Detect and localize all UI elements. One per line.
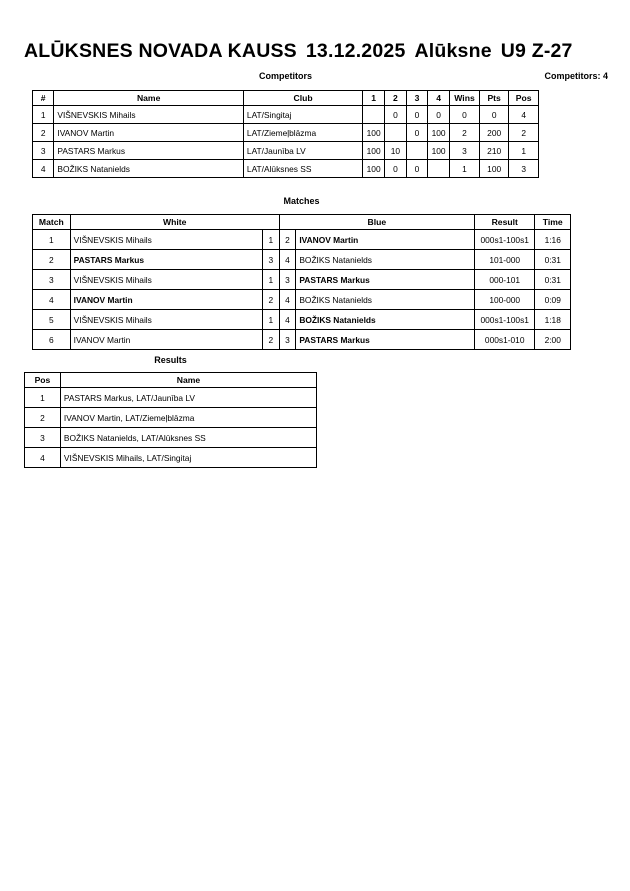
cell-name: PASTARS Markus: [54, 142, 244, 160]
cell-result: 000s1-010: [474, 330, 534, 350]
cell-time: 2:00: [535, 330, 571, 350]
table-row: [33, 124, 539, 142]
col-m1: 1: [363, 91, 385, 106]
cell-blue-num: 4: [279, 250, 296, 270]
col-m4: 4: [428, 91, 450, 106]
table-header-row: [33, 91, 539, 106]
cell-blue-num: 2: [279, 230, 296, 250]
cell-pos: 3: [25, 428, 61, 448]
title-event: ALŪKSNES NOVADA KAUSS: [24, 40, 297, 62]
cell-white-num: 1: [262, 310, 279, 330]
cell-match: 4: [33, 290, 71, 310]
col-name: Name: [54, 91, 244, 106]
cell-white-num: 2: [262, 330, 279, 350]
cell-time: 1:18: [535, 310, 571, 330]
cell-match: 6: [33, 330, 71, 350]
cell-result: 000-101: [474, 270, 534, 290]
cell-pts: 100: [479, 160, 508, 178]
cell-pos: 1: [25, 388, 61, 408]
table-row: [33, 106, 539, 124]
cell-match: 3: [33, 270, 71, 290]
cell-m3: 0: [406, 124, 427, 142]
cell-m1: 100: [363, 142, 385, 160]
cell-pts: 0: [479, 106, 508, 124]
cell-pts: 210: [479, 142, 508, 160]
col-result: Result: [474, 215, 534, 230]
cell-name: VIŠNEVSKIS Mihails, LAT/Singitaj: [60, 448, 316, 468]
cell-blue: PASTARS Markus: [296, 270, 475, 290]
cell-white: IVANOV Martin: [70, 290, 262, 310]
col-white: White: [70, 215, 279, 230]
cell-m1: 100: [363, 124, 385, 142]
results-section-label: Results: [154, 355, 187, 365]
cell-name: IVANOV Martin: [54, 124, 244, 142]
cell-white: VIŠNEVSKIS Mihails: [70, 230, 262, 250]
table-row: [25, 388, 317, 408]
table-row: [33, 230, 571, 250]
cell-num: 1: [33, 106, 54, 124]
cell-blue: PASTARS Markus: [296, 330, 475, 350]
cell-pos: 2: [25, 408, 61, 428]
cell-pos: 4: [509, 106, 539, 124]
cell-m2: 0: [385, 106, 407, 124]
cell-blue-num: 3: [279, 270, 296, 290]
col-club: Club: [243, 91, 362, 106]
matches-section-label: Matches: [283, 196, 320, 206]
competitors-table: [32, 90, 539, 178]
cell-result: 000s1-100s1: [474, 310, 534, 330]
cell-white-num: 1: [262, 230, 279, 250]
cell-white-num: 1: [262, 270, 279, 290]
table-row: [25, 408, 317, 428]
cell-m2: [385, 124, 407, 142]
col-blue: Blue: [279, 215, 474, 230]
cell-m4: 100: [428, 124, 450, 142]
cell-m4: 100: [428, 142, 450, 160]
col-name: Name: [60, 373, 316, 388]
table-row: [25, 428, 317, 448]
cell-name: IVANOV Martin, LAT/Ziemeļblāzma: [60, 408, 316, 428]
col-m3: 3: [406, 91, 427, 106]
cell-m3: [406, 142, 427, 160]
cell-blue-num: 4: [279, 290, 296, 310]
table-row: [33, 142, 539, 160]
cell-white-num: 3: [262, 250, 279, 270]
col-pos: Pos: [25, 373, 61, 388]
cell-pos: 3: [509, 160, 539, 178]
col-pos: Pos: [509, 91, 539, 106]
results-table: [24, 372, 317, 468]
cell-blue: IVANOV Martin: [296, 230, 475, 250]
cell-result: 000s1-100s1: [474, 230, 534, 250]
cell-num: 3: [33, 142, 54, 160]
competitors-count: Competitors: 4: [544, 71, 608, 81]
table-row: [33, 330, 571, 350]
cell-name: PASTARS Markus, LAT/Jaunība LV: [60, 388, 316, 408]
competitors-section-label: Competitors: [258, 71, 312, 81]
cell-result: 101-000: [474, 250, 534, 270]
cell-pos: 1: [509, 142, 539, 160]
cell-club: LAT/Jaunība LV: [243, 142, 362, 160]
cell-pts: 200: [479, 124, 508, 142]
cell-m3: 0: [406, 160, 427, 178]
title-date: 13.12.2025: [305, 40, 406, 62]
cell-pos: 2: [509, 124, 539, 142]
title-city: Alūksne: [414, 40, 492, 62]
col-time: Time: [535, 215, 571, 230]
matches-table: [32, 214, 571, 350]
table-row: [33, 250, 571, 270]
cell-name: VIŠNEVSKIS Mihails: [54, 106, 244, 124]
cell-white: PASTARS Markus: [70, 250, 262, 270]
cell-blue: BOŽIKS Natanields: [296, 250, 475, 270]
cell-name: BOŽIKS Natanields: [54, 160, 244, 178]
table-header-row: [25, 373, 317, 388]
cell-pos: 4: [25, 448, 61, 468]
table-row: [33, 270, 571, 290]
cell-wins: 0: [450, 106, 480, 124]
col-wins: Wins: [450, 91, 480, 106]
cell-num: 2: [33, 124, 54, 142]
cell-white: VIŠNEVSKIS Mihails: [70, 310, 262, 330]
cell-m4: [428, 160, 450, 178]
cell-white: VIŠNEVSKIS Mihails: [70, 270, 262, 290]
page-title: [24, 40, 573, 63]
cell-m3: 0: [406, 106, 427, 124]
cell-white-num: 2: [262, 290, 279, 310]
cell-result: 100-000: [474, 290, 534, 310]
col-m2: 2: [385, 91, 407, 106]
table-row: [33, 160, 539, 178]
table-row: [25, 448, 317, 468]
cell-white: IVANOV Martin: [70, 330, 262, 350]
cell-match: 1: [33, 230, 71, 250]
cell-club: LAT/Singitaj: [243, 106, 362, 124]
table-row: [33, 310, 571, 330]
cell-time: 0:31: [535, 250, 571, 270]
cell-blue-num: 4: [279, 310, 296, 330]
table-row: [33, 290, 571, 310]
cell-wins: 3: [450, 142, 480, 160]
cell-m1: [363, 106, 385, 124]
table-header-row: [33, 215, 571, 230]
cell-club: LAT/Alūksnes SS: [243, 160, 362, 178]
cell-wins: 2: [450, 124, 480, 142]
col-pts: Pts: [479, 91, 508, 106]
cell-num: 4: [33, 160, 54, 178]
cell-name: BOŽIKS Natanields, LAT/Alūksnes SS: [60, 428, 316, 448]
cell-time: 0:09: [535, 290, 571, 310]
col-match: Match: [33, 215, 71, 230]
cell-m4: 0: [428, 106, 450, 124]
cell-m2: 10: [385, 142, 407, 160]
cell-blue: BOŽIKS Natanields: [296, 310, 475, 330]
title-category: U9 Z-27: [500, 40, 573, 62]
cell-match: 2: [33, 250, 71, 270]
col-num: #: [33, 91, 54, 106]
cell-m1: 100: [363, 160, 385, 178]
cell-time: 0:31: [535, 270, 571, 290]
cell-club: LAT/Ziemeļblāzma: [243, 124, 362, 142]
cell-blue-num: 3: [279, 330, 296, 350]
cell-m2: 0: [385, 160, 407, 178]
cell-blue: BOŽIKS Natanields: [296, 290, 475, 310]
cell-wins: 1: [450, 160, 480, 178]
cell-time: 1:16: [535, 230, 571, 250]
cell-match: 5: [33, 310, 71, 330]
